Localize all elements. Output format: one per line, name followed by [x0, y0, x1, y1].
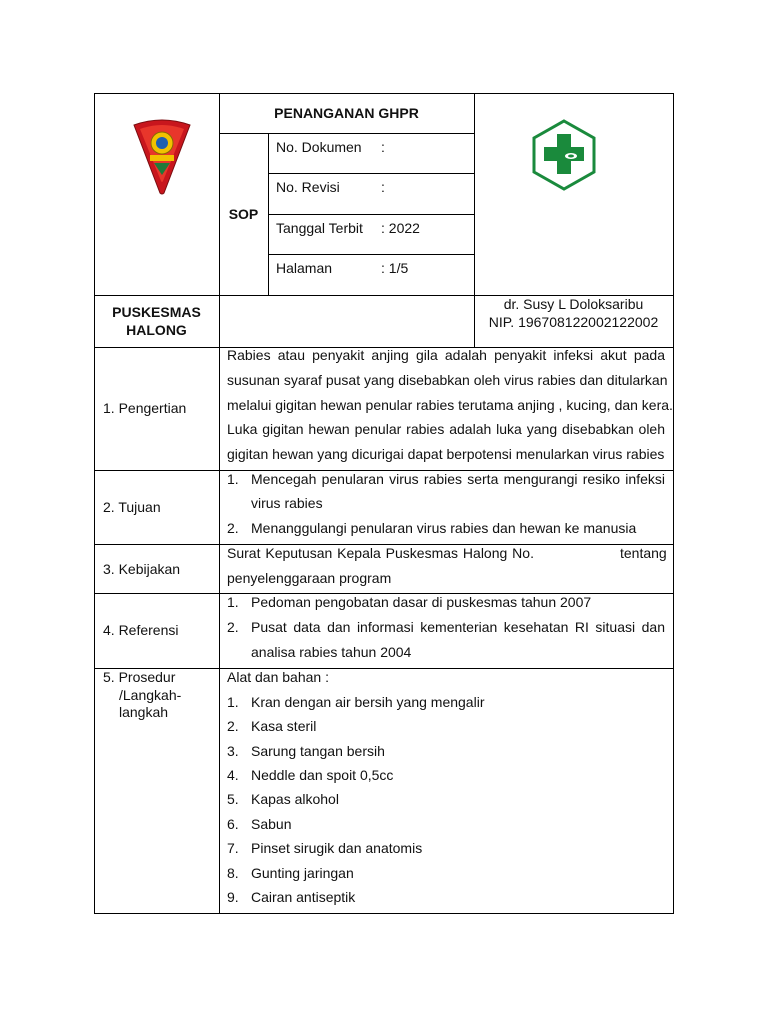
org-name-line2: HALONG [126, 322, 187, 338]
list-item: Pinset sirugik dan anatomis [251, 840, 423, 856]
list-item: Pedoman pengobatan dasar di puskesmas tahun 2007 [251, 594, 592, 610]
section-label-cont: /Langkah- [119, 687, 182, 703]
field-value-tanggal-terbit: : 2022 [381, 220, 420, 236]
field-label-no-dokumen: No. Dokumen [276, 139, 362, 155]
list-item: Menanggulangi penularan virus rabies dan hewan ke manusia [251, 520, 637, 536]
list-item: Gunting jaringan [251, 865, 354, 881]
policy-text-left: Surat Keputusan Kepala Puskesmas Halong No. [227, 545, 534, 561]
org-name-line1: PUSKESMAS [112, 304, 201, 320]
list-item-number: 3. [227, 743, 239, 759]
section-label-cont: langkah [119, 704, 169, 720]
list-item-number: 1. [227, 471, 239, 487]
field-label-no-revisi: No. Revisi [276, 179, 340, 195]
signer-name: dr. Susy L Doloksaribu [503, 296, 644, 312]
list-item-number: 6. [227, 816, 239, 832]
list-item: Sabun [251, 816, 292, 832]
list-item-number: 7. [227, 840, 239, 856]
signer-nip: NIP. 196708122002122002 [488, 314, 659, 330]
paragraph-line: Luka gigitan hewan penular rabies adalah luka yang disebabkan oleh [227, 421, 665, 437]
list-item: Pusat data dan informasi kementerian kesehatan RI situasi dan [251, 619, 665, 635]
document-title: PENANGANAN GHPR [274, 105, 419, 121]
list-item-number: 2. [227, 619, 239, 635]
field-value-no-revisi: : [381, 179, 385, 195]
list-item: Kasa steril [251, 718, 317, 734]
list-item-number: 4. [227, 767, 239, 783]
section-label: 1. Pengertian [103, 400, 187, 416]
municipal-emblem-icon [132, 117, 192, 195]
list-item-continuation: virus rabies [251, 495, 323, 511]
paragraph-line: susunan syaraf pusat yang disebabkan oleh virus rabies dan ditularkan [227, 372, 668, 388]
paragraph-line: gigitan hewan yang dicurigai dapat berpotensi menularkan virus rabies [227, 446, 665, 462]
policy-text-right: tentang [620, 545, 667, 561]
sop-label: SOP [228, 206, 259, 222]
list-item-number: 1. [227, 694, 239, 710]
field-value-no-dokumen: : [381, 139, 385, 155]
field-value-halaman: : 1/5 [381, 260, 409, 276]
list-item-number: 1. [227, 594, 239, 610]
paragraph-line: melalui gigitan hewan penular rabies terutama anjing , kucing, dan kera. [227, 397, 673, 413]
list-item-number: 5. [227, 791, 239, 807]
policy-text-line2: penyelenggaraan program [227, 570, 392, 586]
list-item-number: 2. [227, 520, 239, 536]
list-item: Cairan antiseptik [251, 889, 356, 905]
section-label: 4. Referensi [103, 622, 179, 638]
puskesmas-logo-icon [531, 119, 597, 191]
list-item: Sarung tangan bersih [251, 743, 385, 759]
section-label: 5. Prosedur [103, 669, 176, 685]
list-item-number: 8. [227, 865, 239, 881]
section-label: 2. Tujuan [103, 499, 161, 515]
paragraph-line: Rabies atau penyakit anjing gila adalah penyakit infeksi akut pada [227, 347, 665, 363]
section-label: 3. Kebijakan [103, 561, 181, 577]
list-item-number: 9. [227, 889, 239, 905]
list-item-continuation: analisa rabies tahun 2004 [251, 644, 412, 660]
field-label-tanggal-terbit: Tanggal Terbit [276, 220, 363, 236]
field-label-halaman: Halaman [276, 260, 333, 276]
list-item-number: 2. [227, 718, 239, 734]
list-item: Mencegah penularan virus rabies serta mengurangi resiko infeksi [251, 471, 665, 487]
list-item: Neddle dan spoit 0,5cc [251, 767, 394, 783]
list-item: Kran dengan air bersih yang mengalir [251, 694, 485, 710]
list-item: Kapas alkohol [251, 791, 339, 807]
prosedur-intro: Alat dan bahan : [227, 669, 329, 685]
